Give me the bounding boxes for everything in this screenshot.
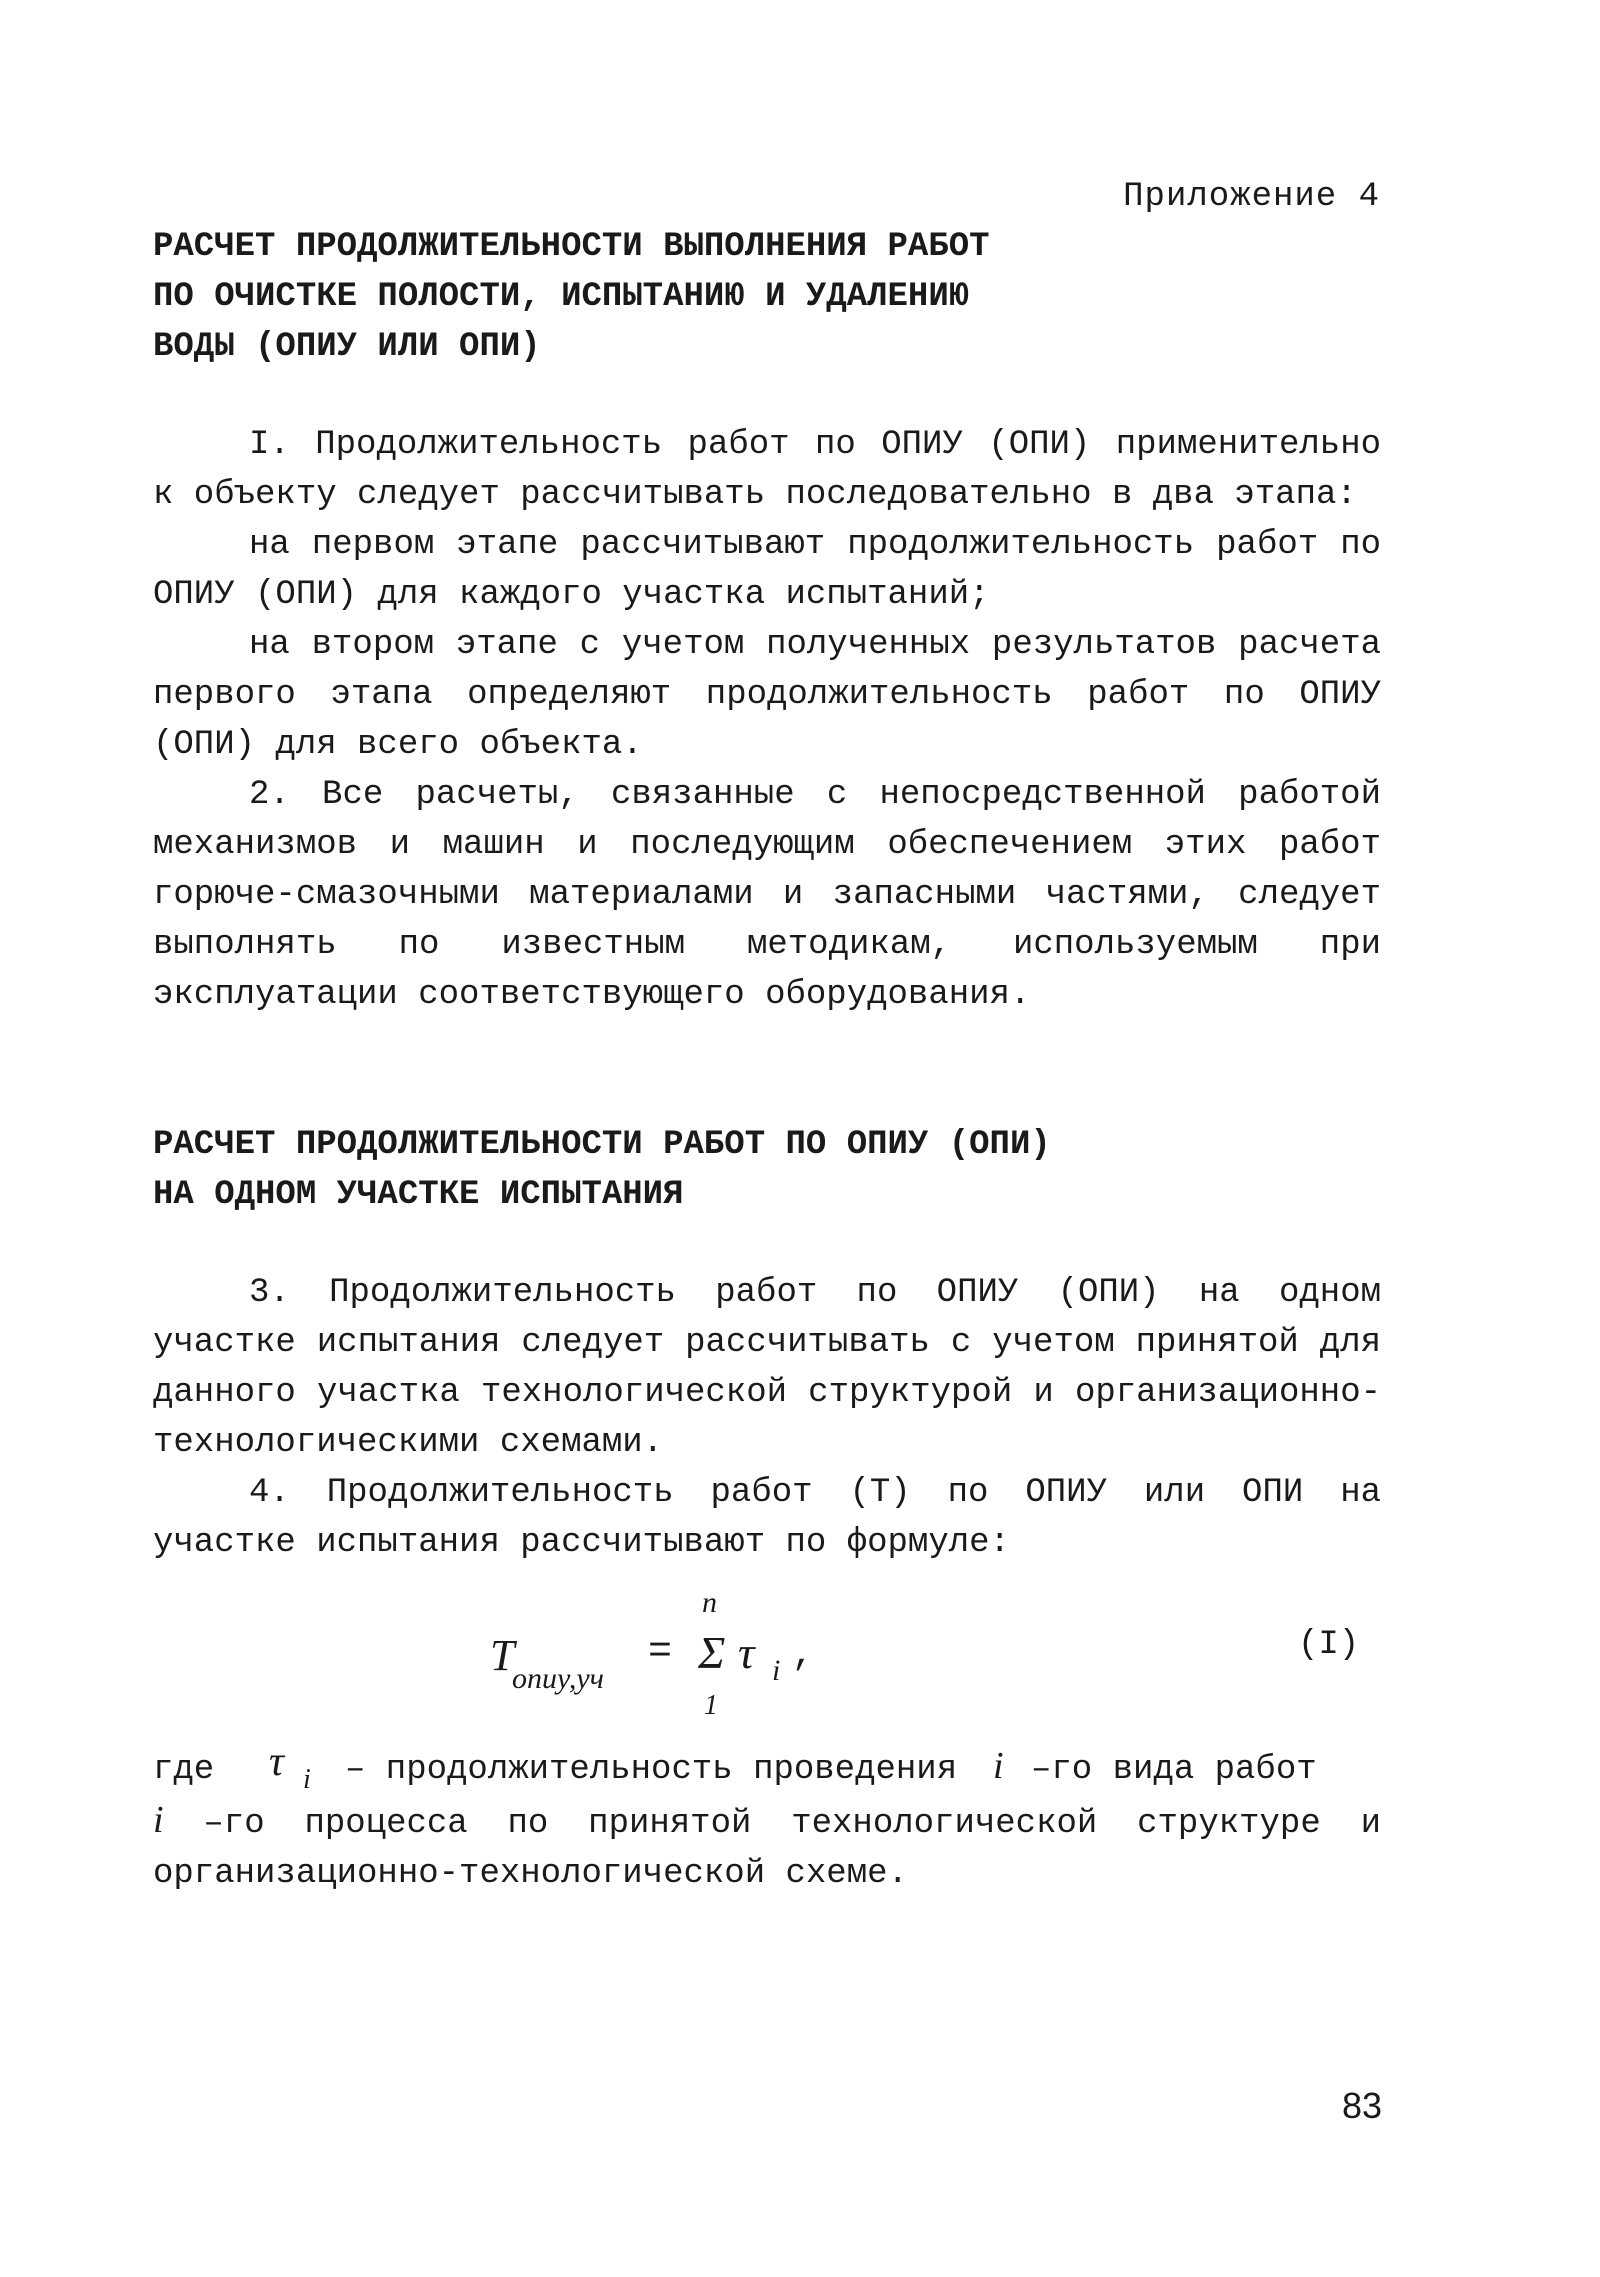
heading-line: ВОДЫ (ОПИУ ИЛИ ОПИ) [153, 328, 541, 366]
heading-line: РАСЧЕТ ПРОДОЛЖИТЕЛЬНОСТИ РАБОТ ПО ОПИУ (ОПИ) [153, 1126, 1051, 1164]
where-symbol: τ [269, 1739, 285, 1785]
paragraph-2: 2. Все расчеты, связанные с непосредственной работой механизмов и машин и последующим обеспечением этих работ горюче-смазочными материалами и запасными частями, следует выполнять по известным методикам, используемым при эксплуатации соответствующего оборудования. [153, 776, 1381, 1014]
paragraph-1b: на втором этапе с учетом полученных результатов расчета первого этапа определяют продолжительность работ по ОПИУ (ОПИ) для всего объекта. [153, 626, 1381, 764]
formula-comma: , [792, 1634, 814, 1675]
where-continuation [153, 1795, 1381, 1899]
paragraph-1a: на первом этапе рассчитывают продолжительность работ по ОПИУ (ОПИ) для каждого участка испытаний; [153, 526, 1381, 614]
formula-lhs: T [490, 1631, 515, 1680]
heading-line: ПО ОЧИСТКЕ ПОЛОСТИ, ИСПЫТАНИЮ И УДАЛЕНИЮ [153, 278, 970, 316]
continuation-text [153, 1795, 1381, 1899]
formula-sum-upper: n [702, 1586, 717, 1619]
formula-equals: = [648, 1630, 673, 1675]
heading-line: НА ОДНОМ УЧАСТКЕ ИСПЫТАНИЯ [153, 1176, 684, 1214]
appendix-label: Приложение 4 [1123, 178, 1380, 216]
section-1-body [153, 420, 1381, 1020]
section-heading-2 [153, 1120, 1051, 1220]
where-symbol-subscript: i [303, 1764, 311, 1795]
section-heading-1 [153, 222, 990, 372]
page-number: 83 [1341, 2085, 1382, 2126]
paragraph-4: 4. Продолжительность работ (Т) по ОПИУ или ОПИ на участке испытания рассчитывают по формуле: [153, 1474, 1381, 1562]
formula-lhs-subscript: опиу,уч [512, 1662, 604, 1695]
where-text-a: – продолжительность проведения [345, 1751, 958, 1789]
where-word: где [153, 1751, 215, 1789]
formula-sum-sign: Σ [698, 1627, 726, 1678]
continuation-i-symbol: i [153, 1799, 164, 1841]
formula-sum-lower: 1 [704, 1690, 718, 1721]
formula-number: (I) [1298, 1626, 1360, 1664]
paragraph-3: 3. Продолжительность работ по ОПИУ (ОПИ) на одном участке испытания следует рассчитывать с учетом принятой для данного участка технологической структурой и организационно-технологическими схемами. [153, 1274, 1381, 1462]
formula-term-subscript: i [772, 1654, 781, 1687]
heading-line: РАСЧЕТ ПРОДОЛЖИТЕЛЬНОСТИ ВЫПОЛНЕНИЯ РАБОТ [153, 228, 990, 266]
continuation-body: –го процесса по принятой технологической структуре и организационно-технологической схеме. [153, 1805, 1381, 1893]
paragraph-1: I. Продолжительность работ по ОПИУ (ОПИ) применительно к объекту следует рассчитывать последовательно в два этапа: [153, 426, 1381, 514]
formula-1 [490, 1586, 1390, 1730]
where-i-symbol: i [993, 1745, 1004, 1787]
where-text-b: –го вида работ [1031, 1751, 1317, 1789]
section-2-body [153, 1268, 1381, 1568]
formula-term: τ [738, 1627, 755, 1678]
